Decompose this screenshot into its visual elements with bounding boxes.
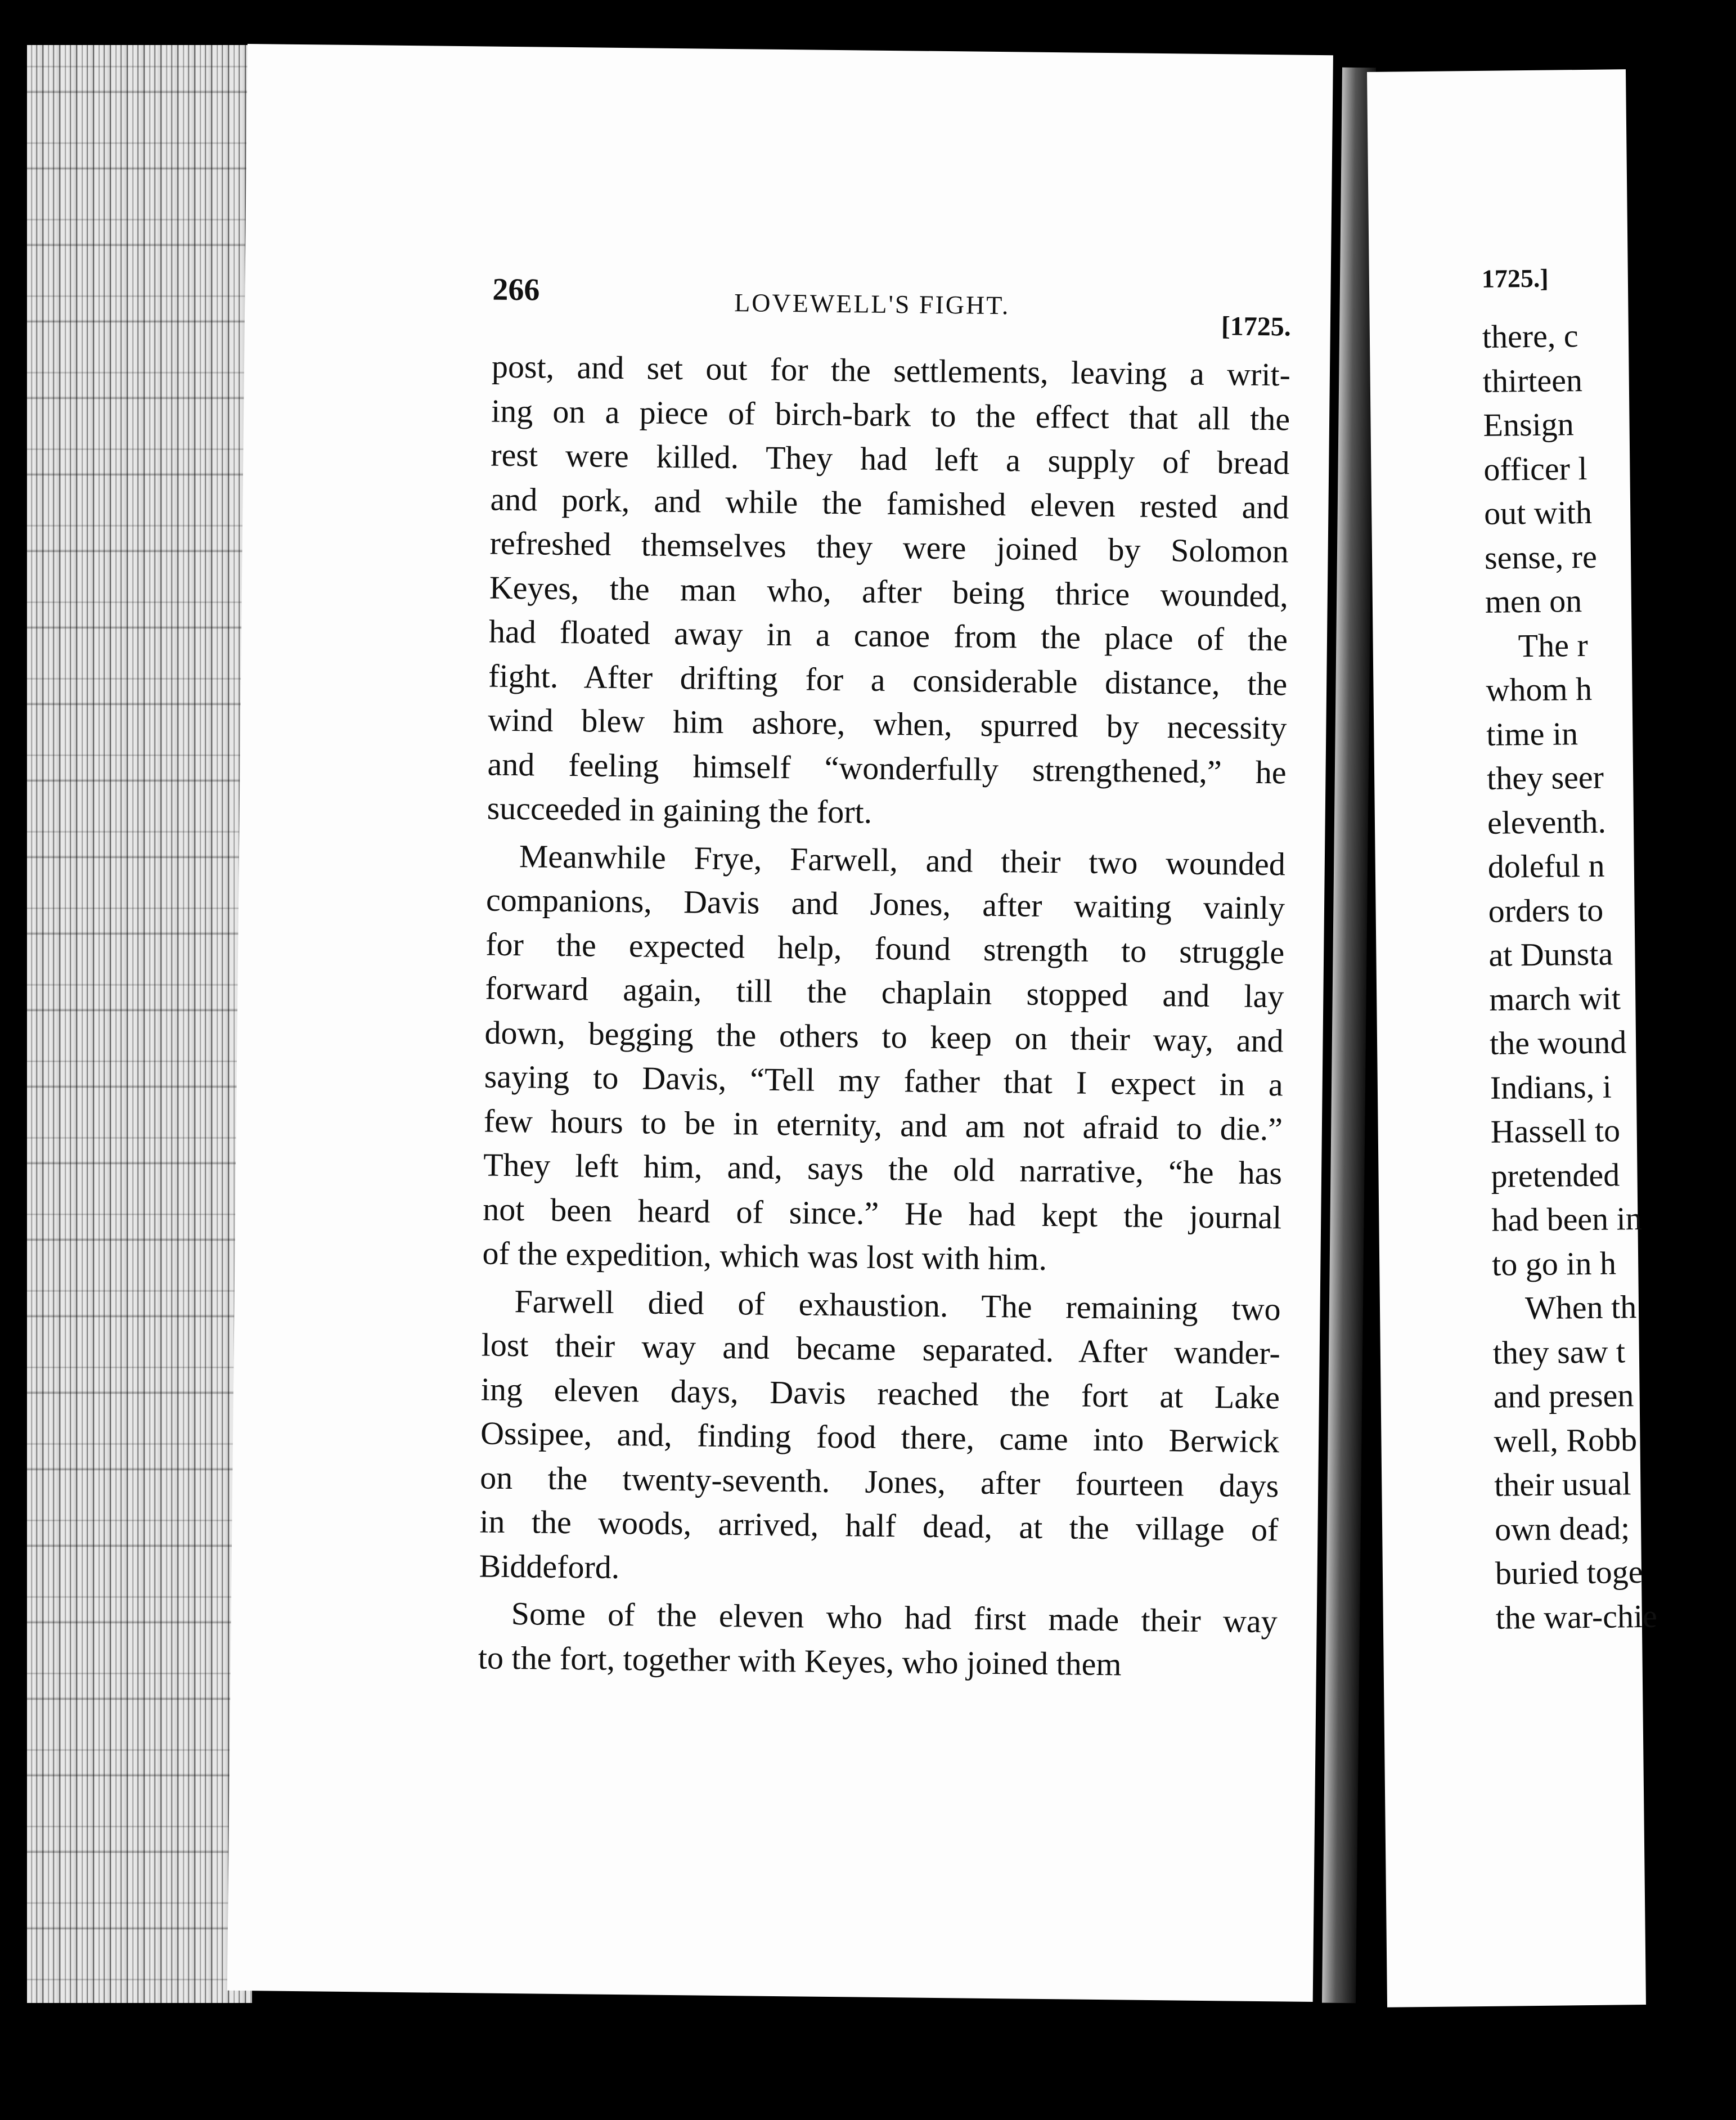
right-running-year: 1725.]: [1481, 263, 1549, 293]
text-line: for the expected help, found strength to struggle: [485, 926, 1285, 971]
text-line: Meanwhile Frye, Farwell, and their two wounded: [519, 837, 1286, 882]
book-gutter: [1322, 68, 1376, 2003]
text-line: at Dunsta: [1488, 935, 1613, 973]
text-line: Ossipee, and, finding food there, came into Berwick: [480, 1414, 1280, 1460]
text-line: post, and set out for the settlements, leaving a writ-: [491, 348, 1291, 393]
text-line: saying to Davis, “Tell my father that I expect in a: [484, 1058, 1284, 1103]
right-page-text: [1482, 259, 1733, 1640]
text-line: the wound: [1489, 1023, 1627, 1062]
text-line: Keyes, the man who, after being thrice wounded,: [489, 569, 1289, 614]
text-line: rest were killed. They had left a supply of bread: [491, 436, 1290, 482]
paragraph: [487, 345, 1290, 839]
text-line: few hours to be in eternity, and am not afraid to die.”: [483, 1102, 1283, 1147]
text-line: out with: [1483, 493, 1593, 532]
paragraph: [479, 1279, 1281, 1596]
text-line: their usual: [1494, 1465, 1631, 1503]
text-line: march wit: [1488, 979, 1621, 1018]
text-line: buried toge: [1495, 1553, 1643, 1592]
text-line: and feeling himself “wonderfully strengthened,” he: [487, 745, 1287, 790]
paragraph: [478, 1591, 1278, 1688]
text-line: Biddeford.: [479, 1547, 620, 1585]
text-line: and presen: [1493, 1377, 1634, 1415]
text-line: the war-chie: [1495, 1597, 1658, 1636]
text-line: companions, Davis and Jones, after waiting vainly: [485, 881, 1285, 927]
text-line: and pork, and while the famished eleven rested and: [490, 480, 1289, 525]
text-line: ing on a piece of birch-bark to the effect that all the: [491, 392, 1290, 437]
text-line: down, begging the others to keep on their way, and: [484, 1014, 1284, 1059]
text-line: eleventh.: [1487, 803, 1607, 841]
text-line: of the expedition, which was lost with him.: [482, 1234, 1047, 1277]
left-page: [227, 44, 1333, 2002]
running-title: LOVEWELL'S FIGHT.: [734, 288, 1010, 320]
text-line: The r: [1518, 626, 1589, 664]
text-line: on the twenty-seventh. Jones, after fourteen days: [480, 1458, 1279, 1504]
text-line: Indians, i: [1490, 1068, 1612, 1106]
right-page-fragment: [1367, 69, 1658, 2007]
text-line: had floated away in a canoe from the place of the: [488, 613, 1288, 658]
text-line: in the woods, arrived, half dead, at the village of: [479, 1503, 1279, 1548]
text-line: Hassell to: [1490, 1112, 1621, 1150]
running-year: [1725.: [1221, 311, 1292, 342]
text-line: well, Robb: [1494, 1421, 1638, 1459]
text-line: doleful n: [1487, 847, 1605, 885]
text-line: they saw t: [1492, 1332, 1626, 1371]
text-line: thirteen: [1482, 361, 1583, 399]
text-line: lost their way and became separated. After wander-: [481, 1326, 1281, 1372]
text-line: to go in h: [1491, 1244, 1617, 1283]
text-line: refreshed themselves they were joined by Solomon: [489, 524, 1289, 570]
text-line: own dead;: [1494, 1509, 1630, 1548]
text-line: orders to: [1488, 891, 1604, 929]
text-line: officer l: [1483, 450, 1587, 488]
text-line: whom h: [1486, 670, 1593, 708]
text-line: Farwell died of exhaustion. The remaining two: [514, 1282, 1281, 1327]
text-line: pretended: [1491, 1156, 1620, 1194]
text-line: wind blew him ashore, when, spurred by necessity: [488, 701, 1287, 747]
book-page-edges: [27, 45, 252, 2003]
text-line: they seer: [1486, 758, 1604, 797]
text-line: time in: [1486, 715, 1578, 753]
text-line: there, c: [1482, 317, 1578, 355]
text-line: to the fort, together with Keyes, who joined them: [478, 1638, 1122, 1682]
text-line: fight. After drifting for a considerable distance, the: [488, 657, 1288, 702]
paragraph: [482, 834, 1285, 1284]
text-line: not been heard of since.” He had kept the journal: [483, 1190, 1282, 1236]
text-line: When th: [1524, 1288, 1637, 1327]
text-line: Some of the eleven who had first made their way: [511, 1595, 1278, 1640]
page-number: 266: [492, 272, 540, 308]
text-line: had been in: [1491, 1200, 1643, 1238]
text-line: Ensign: [1483, 406, 1575, 443]
text-line: men on: [1485, 582, 1582, 620]
running-head: [492, 272, 1292, 342]
text-line: sense, re: [1484, 538, 1598, 576]
left-page-text: [478, 272, 1292, 1692]
text-line: They left him, and, says the old narrative, “he has: [483, 1146, 1283, 1192]
body-text: [478, 345, 1291, 1688]
text-line: forward again, till the chaplain stopped and lay: [485, 969, 1284, 1015]
text-line: succeeded in gaining the fort.: [487, 789, 873, 830]
text-line: ing eleven days, Davis reached the fort at Lake: [480, 1370, 1280, 1416]
